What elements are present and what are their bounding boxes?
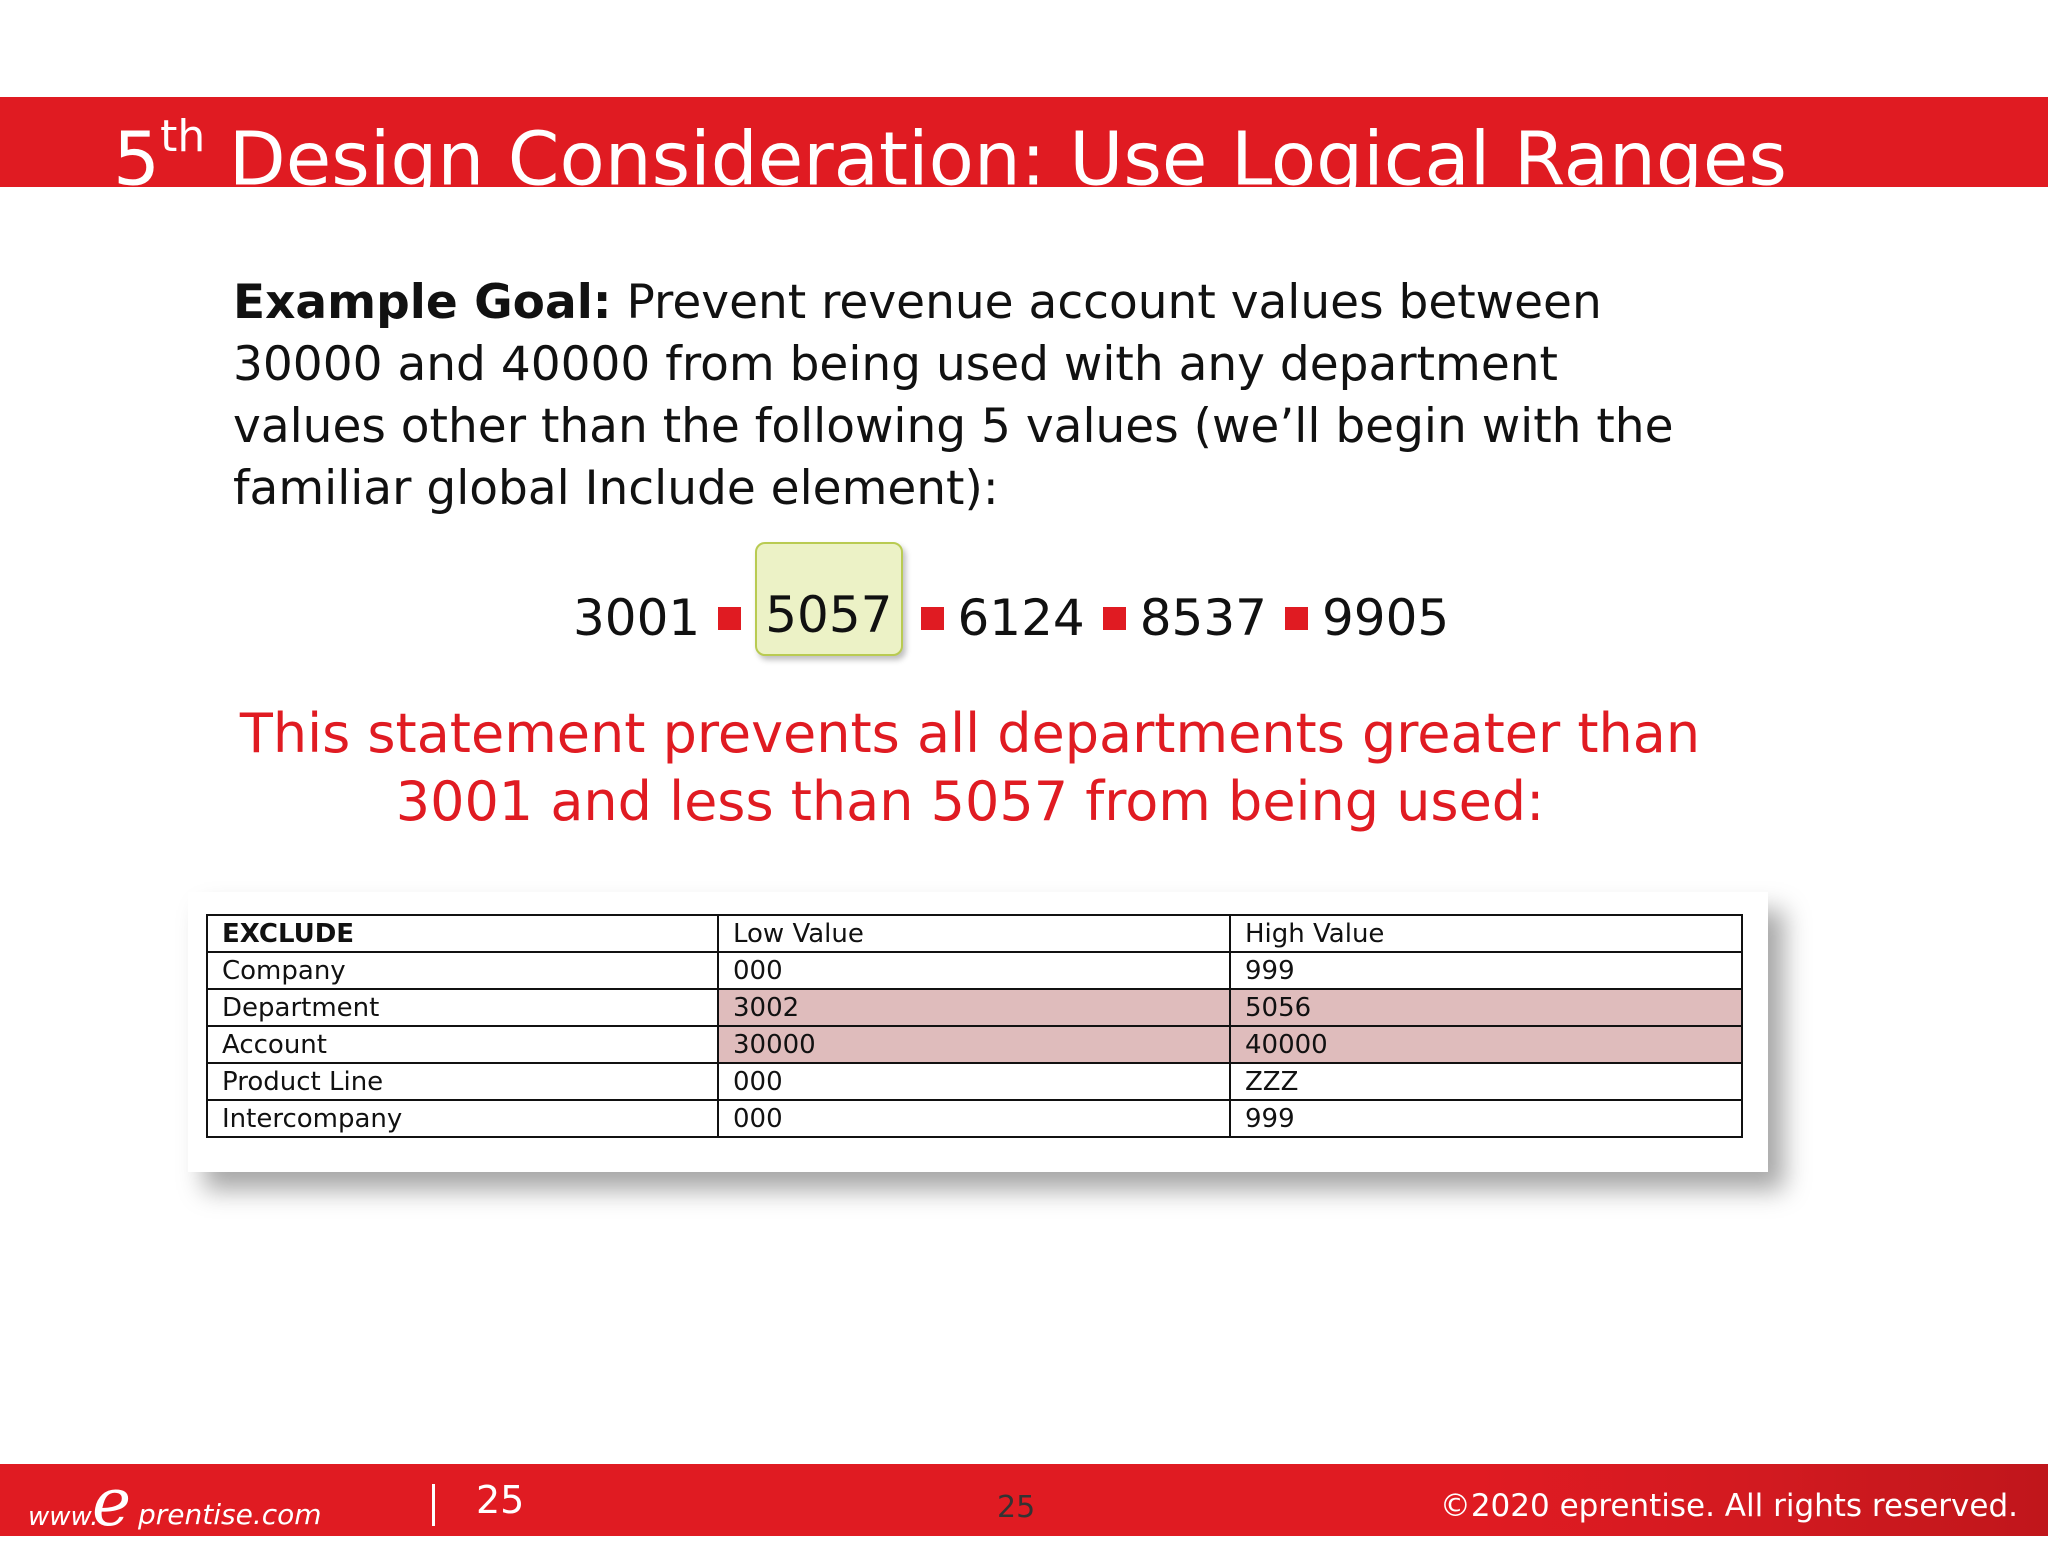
high-value-cell: 999 <box>1230 1100 1742 1137</box>
high-value-cell: 999 <box>1230 952 1742 989</box>
segment-cell: Intercompany <box>207 1100 718 1137</box>
title-rest: Design Consideration: Use Logical Ranges <box>205 116 1787 203</box>
segment-cell: Product Line <box>207 1063 718 1100</box>
low-value-cell: 000 <box>718 1100 1230 1137</box>
header-cell: EXCLUDE <box>207 915 718 952</box>
segment-cell: Department <box>207 989 718 1026</box>
high-value-cell: 40000 <box>1230 1026 1742 1063</box>
department-value: 9905 <box>1322 589 1450 647</box>
logo-www: www. <box>28 1502 99 1532</box>
statement-text: This statement prevents all departments greater than 3001 and less than 5057 from being used: <box>239 702 1701 833</box>
separator-square-icon <box>718 607 741 630</box>
footer-divider <box>432 1484 435 1526</box>
footer-center-number: 25 <box>997 1490 1036 1525</box>
exclude-table-card <box>188 892 1768 1172</box>
separator-square-icon <box>1103 607 1126 630</box>
footer-page-number: 25 <box>476 1478 525 1522</box>
high-value-cell: 5056 <box>1230 989 1742 1026</box>
header-cell: High Value <box>1230 915 1742 952</box>
goal-label: Example Goal: <box>233 275 612 330</box>
logo-e: e <box>92 1464 132 1541</box>
low-value-cell: 000 <box>718 1063 1230 1100</box>
highlighted-department-value: 5057 <box>755 542 902 656</box>
header-cell: Low Value <box>718 915 1230 952</box>
low-value-cell: 30000 <box>718 1026 1230 1063</box>
footer-copyright: ©2020 eprentise. All rights reserved. <box>1439 1488 2018 1524</box>
low-value-cell: 3002 <box>718 989 1230 1026</box>
department-value: 3001 <box>573 589 701 647</box>
table-row <box>207 1100 1742 1137</box>
title-number: 5 <box>113 116 161 203</box>
example-goal-paragraph <box>233 272 1683 520</box>
department-value: 8537 <box>1139 589 1267 647</box>
title-superscript: th <box>160 111 206 162</box>
table-row <box>207 952 1742 989</box>
exclude-table <box>206 914 1743 1138</box>
segment-cell: Company <box>207 952 718 989</box>
low-value-cell: 000 <box>718 952 1230 989</box>
table-row <box>207 1026 1742 1063</box>
department-values-row <box>573 580 1449 656</box>
logo-rest: prentise.com <box>138 1498 322 1531</box>
high-value-cell: ZZZ <box>1230 1063 1742 1100</box>
slide-title <box>113 100 1787 205</box>
segment-cell: Account <box>207 1026 718 1063</box>
table-header-row <box>207 915 1742 952</box>
table-row <box>207 1063 1742 1100</box>
separator-square-icon <box>921 607 944 630</box>
table-row <box>207 989 1742 1026</box>
department-value: 6124 <box>957 589 1085 647</box>
goal-text: Prevent revenue account values between 30000 and 40000 from being used with any department values other than the following 5 values (we’ll begin with the familiar global Include element): <box>233 275 1674 516</box>
separator-square-icon <box>1285 607 1308 630</box>
